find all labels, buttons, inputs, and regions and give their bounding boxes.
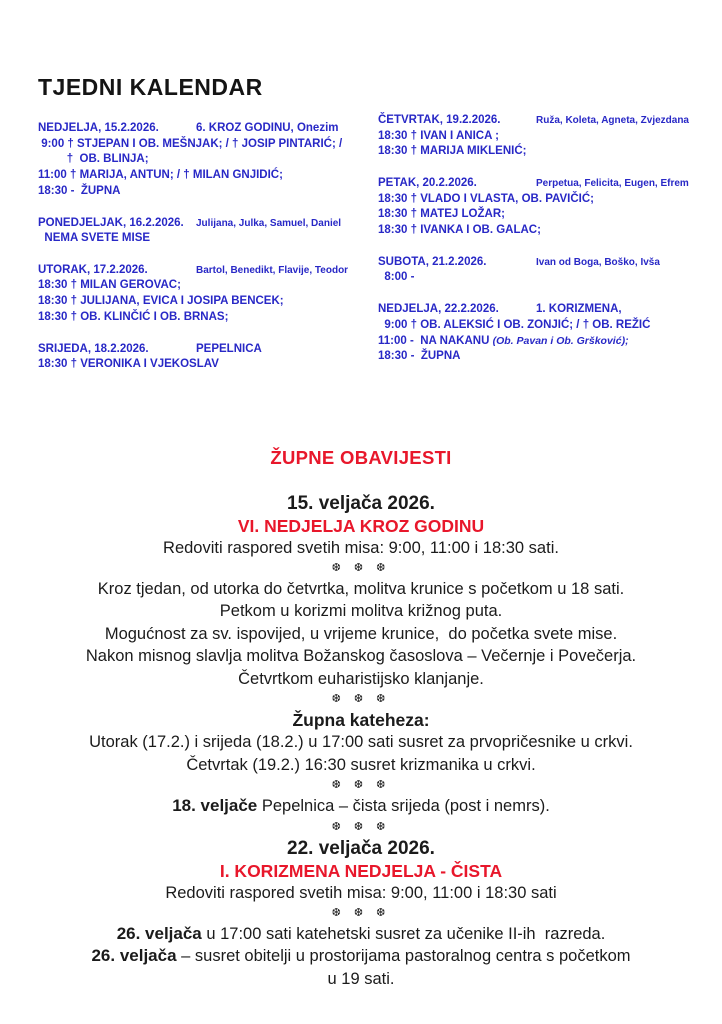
- announcement-line: Mogućnost za sv. ispovijed, u vrijeme krunice, do početka svete mise.: [104, 624, 618, 643]
- announcement-line: Utorak (17.2.) i srijeda (18.2.) u 17:00 sati susret za prvopričesnike u crkvi.: [89, 733, 633, 752]
- day-feast: 6. KROZ GODINU, Onezim: [196, 122, 339, 134]
- mass-schedule-line: Redoviti raspored svetih misa: 9:00, 11:00 i 18:30 sati.: [163, 538, 559, 557]
- announcement-line: Četvrtak (19.2.) 16:30 susret krizmanika u crkvi.: [186, 755, 536, 774]
- family-meeting-line-cont: u 19 sati.: [327, 969, 395, 988]
- day-tuesday-17: [38, 263, 378, 326]
- day-feast: PEPELNICA: [196, 342, 262, 355]
- mass-line: † OB. BLINJA;: [38, 153, 149, 166]
- day-header: [38, 263, 378, 279]
- mass-line: 18:30 - ŽUPNA: [378, 350, 461, 363]
- day-date: PONEDJELJAK, 16.2.2026.: [38, 216, 184, 229]
- mass-line: 18:30 † VERONIKA I VJEKOSLAV: [38, 358, 219, 371]
- announcement-line: Petkom u korizmi molitva križnog puta.: [219, 602, 503, 621]
- day-saturday-21: [378, 255, 702, 286]
- day-date: PETAK, 20.2.2026.: [378, 177, 477, 190]
- mass-line: 18:30 † JULIJANA, EVICA I JOSIPA BENCEK;: [38, 295, 284, 308]
- day-date: UTORAK, 17.2.2026.: [38, 263, 148, 276]
- day-saints: Ivan od Boga, Boško, Ivša: [536, 256, 660, 268]
- mass-line-prefix: 11:00 - NA NAKANU: [378, 334, 493, 347]
- day-header: [38, 216, 378, 232]
- date-emphasis: 26. veljača: [116, 924, 202, 944]
- mass-schedule-line: Redoviti raspored svetih misa: 9:00, 11:00 i 18:30 sati: [165, 883, 557, 902]
- calendar-title: TJEDNI KALENDAR: [38, 74, 263, 100]
- day-date: ČETVRTAK, 19.2.2026.: [378, 114, 501, 126]
- mass-line: 8:00 -: [378, 271, 415, 284]
- day-date: SUBOTA, 21.2.2026.: [378, 255, 487, 268]
- day-sunday-15: [38, 121, 378, 200]
- calendar-column-left: [38, 121, 378, 389]
- weekly-calendar: [38, 114, 702, 389]
- day-header: [378, 113, 702, 129]
- mass-line: 18:30 † OB. KLINČIĆ I OB. BRNAS;: [38, 311, 229, 324]
- announcements-title: ŽUPNE OBAVIJESTI: [270, 447, 452, 469]
- ash-wednesday-line: [38, 795, 684, 817]
- mass-line: 18:30 † VLADO I VLASTA, OB. PAVIČIĆ;: [378, 192, 594, 205]
- line-rest: – susret obitelji u prostorijama pastoralnog centra s početkom: [176, 947, 631, 966]
- parish-announcements: [38, 447, 702, 990]
- day-saints: Bartol, Benedikt, Flavije, Teodor: [196, 264, 349, 276]
- day-saints: Julijana, Julka, Samuel, Daniel: [196, 217, 342, 229]
- date-emphasis: 18. veljače: [172, 796, 258, 816]
- calendar-column-right: [378, 113, 702, 389]
- section2-date: 22. veljača 2026.: [287, 837, 435, 859]
- mass-line: 11:00 † MARIJA, ANTUN; / † MILAN GNJIDIĆ;: [38, 169, 283, 182]
- mass-line: 18:30 † IVAN I ANICA ;: [378, 129, 499, 142]
- snowflake-separator: ❆ ❆ ❆: [331, 779, 391, 792]
- mass-line-na-nakanu: [378, 334, 702, 350]
- day-feast: 1. KORIZMENA,: [536, 303, 622, 316]
- snowflake-separator: ❆ ❆ ❆: [331, 907, 391, 920]
- day-saints: Ruža, Koleta, Agneta, Zvjezdana: [536, 115, 689, 126]
- mass-line: 18:30 - ŽUPNA: [38, 184, 121, 197]
- mass-line: 18:30 † MATEJ LOŽAR;: [378, 208, 505, 221]
- line-rest: u 17:00 sati katehetski susret za učenike II-ih razreda.: [201, 925, 606, 944]
- section1-date: 15. veljača 2026.: [287, 492, 435, 514]
- mass-line: 18:30 † IVANKA I OB. GALAC;: [378, 224, 541, 237]
- mass-line-intention: (Ob. Pavan i Ob. Gršković);: [492, 334, 629, 347]
- catechesis-heading: Župna kateheza:: [292, 710, 430, 731]
- announcement-line: Četvrtkom euharistijsko klanjanje.: [238, 669, 484, 688]
- mass-line: 9:00 † STJEPAN I OB. MEŠNJAK; / † JOSIP PINTARIĆ; /: [38, 137, 343, 150]
- day-thursday-19: [378, 113, 702, 160]
- snowflake-separator: ❆ ❆ ❆: [331, 693, 391, 706]
- snowflake-separator: ❆ ❆ ❆: [331, 820, 391, 833]
- day-header: [378, 176, 702, 192]
- announcement-line: Nakon misnog slavlja molitva Božanskog časoslova – Večernje i Povečerja.: [85, 647, 637, 666]
- day-wednesday-18: [38, 342, 378, 373]
- day-date: SRIJEDA, 18.2.2026.: [38, 342, 149, 355]
- day-header: [38, 342, 378, 358]
- line-rest: Pepelnica – čista srijeda (post i nemrs).: [257, 797, 550, 816]
- catechesis-meeting-line: [38, 923, 684, 945]
- day-friday-20: [378, 176, 702, 239]
- day-header: [38, 121, 378, 137]
- section2-heading: I. KORIZMENA NEDJELJA - ČISTA: [219, 860, 503, 881]
- announcement-line: Kroz tjedan, od utorka do četvrtka, molitva krunice s početkom u 18 sati.: [97, 579, 625, 598]
- date-emphasis: 26. veljača: [91, 946, 177, 966]
- family-meeting-line: [38, 945, 684, 967]
- mass-line: 18:30 † MARIJA MIKLENIĆ;: [378, 145, 527, 158]
- snowflake-separator: ❆ ❆ ❆: [331, 561, 391, 574]
- day-date: NEDJELJA, 22.2.2026.: [378, 303, 499, 316]
- day-saints: Perpetua, Felicita, Eugen, Efrem: [536, 178, 689, 190]
- day-header: [378, 255, 702, 271]
- mass-line: NEMA SVETE MISE: [38, 232, 151, 245]
- day-header: [378, 302, 702, 318]
- day-sunday-22: [378, 302, 702, 365]
- section1-heading: VI. NEDJELJA KROZ GODINU: [237, 515, 485, 536]
- mass-line: 18:30 † MILAN GEROVAC;: [38, 279, 181, 292]
- day-date: NEDJELJA, 15.2.2026.: [38, 122, 159, 134]
- day-monday-16: [38, 216, 378, 247]
- mass-line: 9:00 † OB. ALEKSIĆ I OB. ZONJIĆ; / † OB. REŽIĆ: [378, 318, 651, 331]
